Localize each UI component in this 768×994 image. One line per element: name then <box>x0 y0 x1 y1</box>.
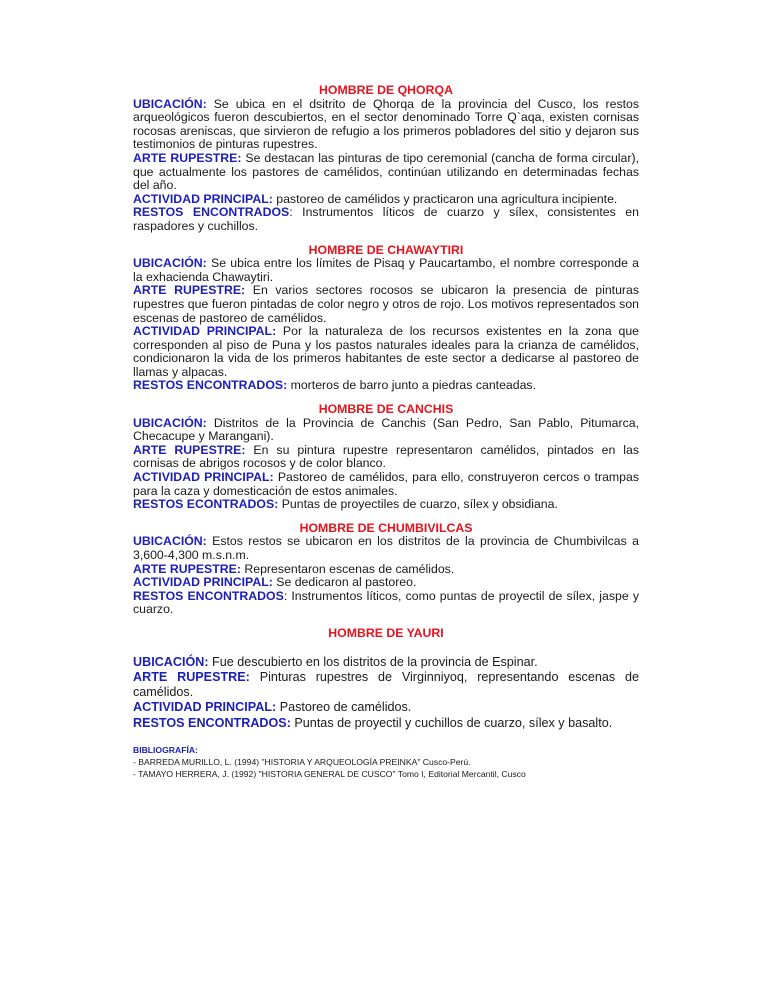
restos-paragraph <box>133 716 639 731</box>
section-chumbivilcas <box>133 522 639 617</box>
section-title: HOMBRE DE YAURI <box>328 625 444 640</box>
ubicacion-paragraph <box>133 535 639 562</box>
ubicacion-text: Se ubica entre los límites de Pisaq y Paucartambo, el nombre corresponde a la exhacienda Chawaytiri. <box>133 256 639 284</box>
ubicacion-paragraph <box>133 417 639 444</box>
actividad-text: pastoreo de camélidos y practicaron una agricultura incipiente. <box>272 191 618 206</box>
restos-text: Puntas de proyectiles de cuarzo, sílex y obsidiana. <box>278 497 558 512</box>
arte-paragraph <box>133 670 639 701</box>
restos-paragraph <box>133 590 639 617</box>
arte-text: Se destacan las pinturas de tipo ceremonial (cancha de forma circular), que actualmente los pastores de camélidos, continúan utilizando en determinadas fechas del año. <box>133 150 639 193</box>
section-title: HOMBRE DE CHUMBIVILCAS <box>299 520 473 535</box>
section-canchis <box>133 403 639 512</box>
restos-paragraph <box>133 498 639 512</box>
actividad-label: ACTIVIDAD PRINCIPAL: <box>133 470 274 485</box>
ubicacion-label: UBICACIÓN: <box>133 654 209 669</box>
arte-label: ARTE RUPESTRE: <box>133 561 241 576</box>
ubicacion-label: UBICACIÓN: <box>133 256 207 271</box>
restos-label: RESTOS ENCONTRADOS <box>133 205 290 220</box>
ubicacion-label: UBICACIÓN: <box>133 534 207 549</box>
arte-text: En su pintura rupestre representaron camélidos, pintados en las cornisas de abrigos rocosos y de color blanco. <box>133 442 639 471</box>
actividad-paragraph <box>133 700 639 715</box>
arte-label: ARTE RUPESTRE: <box>133 669 250 684</box>
arte-label: ARTE RUPESTRE: <box>133 150 242 165</box>
actividad-paragraph <box>133 576 639 590</box>
actividad-paragraph <box>133 193 639 207</box>
restos-label: RESTOS ENCONTRADOS: <box>133 715 291 730</box>
actividad-label: ACTIVIDAD PRINCIPAL: <box>133 700 277 715</box>
arte-paragraph <box>133 152 639 193</box>
ubicacion-text: Se ubica en el dsitrito de Qhorqa de la provincia del Cusco, los restos arqueológicos fueron descubiertos, en el sector denominado Torre Q`aqa, existen cornisas rocosas areniscas, que sirvieron de refugio a los primeros pobladores del sitio y dejaron sus testimonios de pinturas rupestres. <box>133 96 639 152</box>
actividad-label: ACTIVIDAD PRINCIPAL: <box>133 324 277 339</box>
restos-text: : Instrumentos líticos, como puntas de proyectil de sílex, jaspe y cuarzo. <box>133 588 639 617</box>
actividad-text: Pastoreo de camélidos, para ello, construyeron cercos o trampas para la caza y domesticación de estos animales. <box>133 470 639 498</box>
document-content <box>133 84 639 780</box>
restos-label: RESTOS ENCONTRADOS: <box>133 378 288 393</box>
ubicacion-label: UBICACIÓN: <box>133 415 207 430</box>
arte-label: ARTE RUPESTRE: <box>133 283 246 298</box>
ubicacion-paragraph <box>133 655 639 670</box>
section-title: HOMBRE DE CANCHIS <box>318 402 454 417</box>
ubicacion-text: Estos restos se ubicaron en los distritos de la provincia de Chumbivilcas a 3,600-4,300 m.s.n.m. <box>133 534 639 562</box>
actividad-text: Pastoreo de camélidos. <box>276 700 412 715</box>
section-yauri <box>133 627 639 731</box>
section-chawaytiri <box>133 244 639 394</box>
ubicacion-paragraph <box>133 98 639 152</box>
bibliography-entry: - TAMAYO HERRERA, J. (1992) "HISTORIA GENERAL DE CUSCO" Tomo I, Editorial Mercantil, Cusco <box>133 769 526 780</box>
arte-text: Pinturas rupestres de Virginniyoq, representando escenas de camélidos. <box>133 669 639 700</box>
restos-text: : Instrumentos líticos de cuarzo y sílex, consistentes en raspadores y cuchillos. <box>133 205 639 233</box>
arte-text: Representaron escenas de camélidos. <box>240 561 455 576</box>
arte-paragraph <box>133 284 639 325</box>
ubicacion-label: UBICACIÓN: <box>133 96 207 111</box>
arte-text: En varios sectores rocosos se ubicaron la presencia de pinturas rupestres que fueron pintadas de color negro y otros de rojo. Los motivos representados son escenas de pastoreo de camélidos. <box>133 283 639 325</box>
ubicacion-text: Fue descubierto en los distritos de la provincia de Espinar. <box>208 654 538 669</box>
restos-paragraph <box>133 206 639 233</box>
ubicacion-text: Distritos de la Provincia de Canchis (San Pedro, San Pablo, Pitumarca, Checacupe y Marangani). <box>133 415 639 444</box>
actividad-paragraph <box>133 325 639 379</box>
actividad-label: ACTIVIDAD PRINCIPAL: <box>133 575 273 590</box>
section-title: HOMBRE DE QHORQA <box>319 83 453 97</box>
actividad-paragraph <box>133 471 639 498</box>
arte-label: ARTE RUPESTRE: <box>133 442 246 457</box>
actividad-text: Por la naturaleza de los recursos existentes en la zona que corresponden al piso de Puna y los pastos naturales ideales para la crianza de camélidos, condicionaron la vida de los primeros habitantes de este sector a dedicarse al pastoreo de llamas y alpacas. <box>133 324 639 379</box>
actividad-label: ACTIVIDAD PRINCIPAL: <box>133 191 273 206</box>
restos-label: RESTOS ECONTRADOS: <box>133 497 279 512</box>
ubicacion-paragraph <box>133 257 639 284</box>
bibliography <box>133 744 639 780</box>
arte-paragraph <box>133 563 639 577</box>
restos-label: RESTOS ENCONTRADOS <box>133 588 284 603</box>
actividad-text: Se dedicaron al pastoreo. <box>272 575 417 590</box>
arte-paragraph <box>133 444 639 471</box>
restos-text: Puntas de proyectil y cuchillos de cuarzo, sílex y basalto. <box>290 715 613 730</box>
restos-text: morteros de barro junto a piedras canteadas. <box>287 378 537 393</box>
bibliography-entry: - BARREDA MURILLO, L. (1994) "HISTORIA Y ARQUEOLOGÍA PREINKA" Cusco-Perú. <box>133 757 471 768</box>
section-qhorqa <box>133 84 639 234</box>
restos-paragraph <box>133 379 639 393</box>
bibliography-title: BIBLIOGRAFÍA: <box>133 745 198 756</box>
section-title: HOMBRE DE CHAWAYTIRI <box>308 242 464 257</box>
